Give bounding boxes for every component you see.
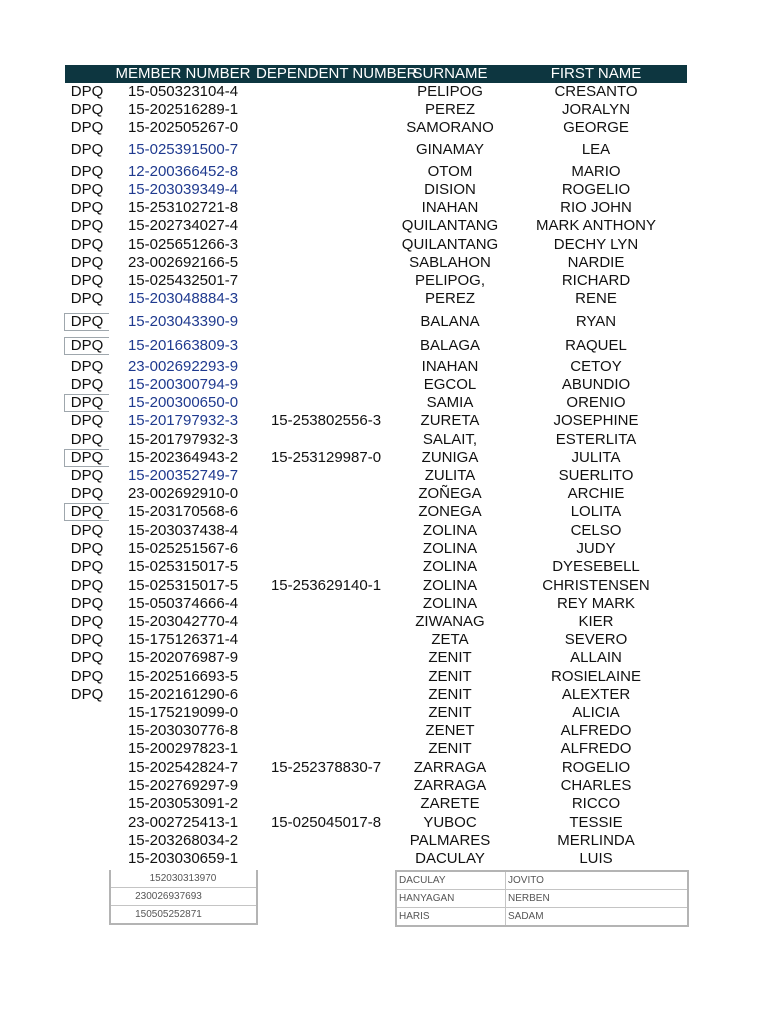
surname-cell[interactable]: ZOLINA: [422, 577, 478, 594]
dependent-number-cell[interactable]: 15-253629140-1: [270, 577, 382, 594]
surname-cell[interactable]: PELIPOG,: [414, 272, 486, 289]
member-number-cell[interactable]: 15-200352749-7: [127, 467, 239, 484]
dependent-number-cell[interactable]: [258, 686, 394, 704]
first-name-cell[interactable]: CHRISTENSEN: [542, 577, 650, 594]
surname-cell[interactable]: ZOLINA: [422, 522, 478, 539]
table-row: [0, 337, 768, 355]
dependent-number-cell[interactable]: 15-253802556-3: [270, 412, 382, 429]
footer-member-number[interactable]: 150505252871: [135, 909, 202, 920]
table-row: [0, 141, 768, 159]
prefix-cell[interactable]: DPQ: [70, 181, 104, 198]
member-number-cell[interactable]: 15-202542824-7: [127, 759, 239, 776]
grid-line: [505, 872, 506, 925]
member-number-cell[interactable]: 15-202364943-2: [127, 449, 239, 466]
footer-name-box: [395, 870, 689, 927]
dependent-number-cell[interactable]: [258, 595, 394, 613]
first-name-cell[interactable]: LEA: [581, 141, 611, 158]
table-row: [0, 558, 768, 576]
member-number-cell[interactable]: 15-202769297-9: [127, 777, 239, 794]
table-row: [0, 759, 768, 777]
member-number-cell[interactable]: 15-202734027-4: [127, 217, 239, 234]
table-row: [0, 668, 768, 686]
surname-cell[interactable]: ZENIT: [428, 704, 472, 721]
table-row: [0, 431, 768, 449]
table-row: [0, 595, 768, 613]
member-number-cell[interactable]: 15-203268034-2: [127, 832, 239, 849]
dependent-number-cell[interactable]: [258, 272, 394, 290]
surname-cell[interactable]: SALAIT,: [422, 431, 478, 448]
first-name-cell[interactable]: SUERLITO: [558, 467, 634, 484]
table-row: [0, 272, 768, 290]
first-name-cell[interactable]: KIER: [578, 613, 614, 630]
first-name-cell[interactable]: ARCHIE: [567, 485, 625, 502]
table-row: [0, 613, 768, 631]
table-row: [0, 119, 768, 137]
dependent-number-cell[interactable]: [258, 832, 394, 850]
table-row: [0, 217, 768, 235]
table-row: [0, 83, 768, 101]
dependent-number-cell[interactable]: [258, 313, 394, 331]
member-number-cell[interactable]: 15-202076987-9: [127, 649, 239, 666]
footer-surname[interactable]: HARIS: [399, 911, 430, 922]
prefix-cell[interactable]: DPQ: [70, 83, 104, 100]
prefix-cell[interactable]: DPQ: [70, 613, 104, 630]
first-name-cell[interactable]: RICHARD: [561, 272, 631, 289]
dependent-number-cell[interactable]: [258, 236, 394, 254]
table-row: [0, 577, 768, 595]
surname-cell[interactable]: ZOLINA: [422, 595, 478, 612]
first-name-cell[interactable]: RICCO: [571, 795, 621, 812]
dependent-number-cell[interactable]: 15-025045017-8: [270, 814, 382, 831]
footer-surname[interactable]: HANYAGAN: [399, 893, 455, 904]
header-member-number[interactable]: MEMBER NUMBER: [115, 65, 251, 82]
prefix-cell[interactable]: DPQ: [70, 686, 104, 703]
table-row: [0, 290, 768, 308]
surname-cell[interactable]: ZULITA: [424, 467, 476, 484]
prefix-cell[interactable]: DPQ: [70, 631, 104, 648]
member-number-cell[interactable]: 15-050323104-4: [127, 83, 239, 100]
dependent-number-cell[interactable]: [258, 337, 394, 355]
member-number-cell[interactable]: 15-025432501-7: [127, 272, 239, 289]
surname-cell[interactable]: ZENET: [425, 722, 475, 739]
member-number-cell[interactable]: 15-200300794-9: [127, 376, 239, 393]
member-number-cell[interactable]: 15-201797932-3: [127, 412, 239, 429]
member-number-cell[interactable]: 15-175126371-4: [127, 631, 239, 648]
first-name-cell[interactable]: CRESANTO: [554, 83, 638, 100]
surname-cell[interactable]: EGCOL: [423, 376, 477, 393]
header-first-name[interactable]: FIRST NAME: [550, 65, 642, 82]
table-row: [0, 740, 768, 758]
first-name-cell[interactable]: DYESEBELL: [552, 558, 640, 575]
member-number-cell[interactable]: 15-202516289-1: [127, 101, 239, 118]
first-name-cell[interactable]: LOLITA: [570, 503, 622, 520]
dependent-number-cell[interactable]: [258, 777, 394, 795]
surname-cell[interactable]: INAHAN: [421, 199, 479, 216]
table-row: [0, 163, 768, 181]
member-number-cell[interactable]: 15-175219099-0: [127, 704, 239, 721]
first-name-cell[interactable]: JOSEPHINE: [553, 412, 639, 429]
surname-cell[interactable]: ZOÑEGA: [418, 485, 482, 502]
member-number-cell[interactable]: 15-025315017-5: [127, 558, 239, 575]
prefix-cell[interactable]: DPQ: [70, 431, 104, 448]
prefix-cell[interactable]: DPQ: [64, 503, 109, 521]
table-row: [0, 795, 768, 813]
table-row: [0, 358, 768, 376]
surname-cell[interactable]: ZONEGA: [418, 503, 482, 520]
member-number-cell[interactable]: 15-025391500-7: [127, 141, 239, 158]
member-number-cell[interactable]: 15-203030659-1: [127, 850, 239, 867]
first-name-cell[interactable]: MERLINDA: [557, 832, 635, 849]
footer-surname[interactable]: DACULAY: [399, 875, 446, 886]
prefix-cell[interactable]: DPQ: [70, 558, 104, 575]
prefix-cell[interactable]: DPQ: [70, 101, 104, 118]
prefix-cell[interactable]: DPQ: [70, 141, 104, 158]
surname-cell[interactable]: GINAMAY: [415, 141, 485, 158]
surname-cell[interactable]: ZENIT: [428, 686, 472, 703]
table-row: [0, 704, 768, 722]
first-name-cell[interactable]: JULITA: [571, 449, 621, 466]
first-name-cell[interactable]: RAQUEL: [565, 337, 627, 354]
prefix-cell[interactable]: DPQ: [70, 358, 104, 375]
prefix-cell[interactable]: [65, 722, 109, 740]
surname-cell[interactable]: SAMORANO: [406, 119, 494, 136]
table-row: [0, 722, 768, 740]
surname-cell[interactable]: SAMIA: [426, 394, 474, 411]
prefix-cell[interactable]: DPQ: [70, 522, 104, 539]
prefix-cell[interactable]: DPQ: [70, 668, 104, 685]
header-dependent-number[interactable]: DEPENDENT NUMBER: [256, 65, 418, 82]
footer-first-name[interactable]: SADAM: [508, 911, 544, 922]
prefix-cell[interactable]: DPQ: [70, 595, 104, 612]
first-name-cell[interactable]: JUDY: [576, 540, 616, 557]
dependent-number-cell[interactable]: [258, 358, 394, 376]
table-row: [0, 540, 768, 558]
first-name-cell[interactable]: ALFREDO: [560, 740, 632, 757]
member-number-cell[interactable]: 12-200366452-8: [127, 163, 239, 180]
first-name-cell[interactable]: LUIS: [579, 850, 613, 867]
surname-cell[interactable]: ZENIT: [428, 740, 472, 757]
dependent-number-cell[interactable]: [258, 101, 394, 119]
surname-cell[interactable]: ZIWANAG: [415, 613, 485, 630]
dependent-number-cell[interactable]: [258, 485, 394, 503]
prefix-cell[interactable]: DPQ: [70, 199, 104, 216]
prefix-cell[interactable]: DPQ: [64, 337, 109, 355]
dependent-number-cell[interactable]: 15-253129987-0: [270, 449, 382, 466]
dependent-number-cell[interactable]: [258, 558, 394, 576]
prefix-cell[interactable]: DPQ: [70, 412, 104, 429]
first-name-cell[interactable]: ESTERLITA: [555, 431, 637, 448]
table-row: [0, 467, 768, 485]
dependent-number-cell[interactable]: [258, 119, 394, 137]
surname-cell[interactable]: ZARRAGA: [413, 777, 487, 794]
dependent-number-cell[interactable]: [258, 431, 394, 449]
dependent-number-cell[interactable]: [258, 522, 394, 540]
first-name-cell[interactable]: DECHY LYN: [553, 236, 639, 253]
table-row: [0, 376, 768, 394]
first-name-cell[interactable]: MARIO: [571, 163, 621, 180]
member-number-cell[interactable]: 15-203037438-4: [127, 522, 239, 539]
prefix-cell[interactable]: DPQ: [64, 449, 109, 467]
member-number-cell[interactable]: 15-201797932-3: [127, 431, 239, 448]
first-name-cell[interactable]: TESSIE: [569, 814, 623, 831]
dependent-number-cell[interactable]: [258, 217, 394, 235]
table-row: [0, 777, 768, 795]
dependent-number-cell[interactable]: [258, 649, 394, 667]
prefix-cell[interactable]: DPQ: [70, 577, 104, 594]
dependent-number-cell[interactable]: [258, 181, 394, 199]
first-name-cell[interactable]: CHARLES: [560, 777, 632, 794]
member-number-cell[interactable]: 15-203053091-2: [127, 795, 239, 812]
prefix-cell[interactable]: DPQ: [70, 272, 104, 289]
dependent-number-cell[interactable]: [258, 376, 394, 394]
prefix-cell[interactable]: DPQ: [64, 313, 109, 331]
prefix-cell[interactable]: DPQ: [64, 394, 109, 412]
surname-cell[interactable]: ZARETE: [420, 795, 480, 812]
prefix-cell[interactable]: DPQ: [70, 290, 104, 307]
dependent-number-cell[interactable]: [258, 290, 394, 308]
member-number-cell[interactable]: 15-050374666-4: [127, 595, 239, 612]
surname-cell[interactable]: YUBOC: [423, 814, 477, 831]
footer-first-name[interactable]: NERBEN: [508, 893, 550, 904]
first-name-cell[interactable]: SEVERO: [564, 631, 628, 648]
prefix-cell[interactable]: DPQ: [70, 119, 104, 136]
dependent-number-cell[interactable]: [258, 668, 394, 686]
table-row: [0, 254, 768, 272]
first-name-cell[interactable]: RENE: [575, 290, 617, 307]
member-number-cell[interactable]: 15-202516693-5: [127, 668, 239, 685]
prefix-cell[interactable]: DPQ: [70, 163, 104, 180]
member-number-cell[interactable]: 15-203043390-9: [127, 313, 239, 330]
prefix-cell[interactable]: DPQ: [70, 236, 104, 253]
first-name-cell[interactable]: ABUNDIO: [561, 376, 631, 393]
surname-cell[interactable]: ZENIT: [428, 668, 472, 685]
dependent-number-cell[interactable]: [258, 141, 394, 159]
member-number-cell[interactable]: 15-025651266-3: [127, 236, 239, 253]
surname-cell[interactable]: PELIPOG: [417, 83, 483, 100]
surname-cell[interactable]: PEREZ: [424, 290, 475, 307]
table-row: [0, 236, 768, 254]
dependent-number-cell[interactable]: 15-252378830-7: [270, 759, 382, 776]
surname-cell[interactable]: INAHAN: [421, 358, 479, 375]
first-name-cell[interactable]: ALEXTER: [561, 686, 631, 703]
first-name-cell[interactable]: ROSIELAINE: [550, 668, 642, 685]
table-row: [0, 649, 768, 667]
table-row: [0, 412, 768, 430]
first-name-cell[interactable]: JORALYN: [561, 101, 631, 118]
prefix-cell[interactable]: [65, 795, 109, 813]
prefix-cell[interactable]: DPQ: [70, 376, 104, 393]
prefix-cell[interactable]: DPQ: [70, 217, 104, 234]
member-number-cell[interactable]: 23-002692293-9: [127, 358, 239, 375]
surname-cell[interactable]: QUILANTANG: [401, 217, 499, 234]
table-row: [0, 449, 768, 467]
footer-member-number[interactable]: 152030313970: [149, 873, 217, 884]
surname-cell[interactable]: ZARRAGA: [413, 759, 487, 776]
member-number-cell[interactable]: 15-202505267-0: [127, 119, 239, 136]
member-number-cell[interactable]: 23-002692166-5: [127, 254, 239, 271]
surname-cell[interactable]: DISION: [424, 181, 476, 198]
surname-cell[interactable]: OTOM: [427, 163, 473, 180]
first-name-cell[interactable]: CELSO: [570, 522, 622, 539]
surname-cell[interactable]: BALANA: [420, 313, 480, 330]
first-name-cell[interactable]: ALLAIN: [570, 649, 622, 666]
first-name-cell[interactable]: ALFREDO: [560, 722, 632, 739]
surname-cell[interactable]: QUILANTANG: [401, 236, 499, 253]
dependent-number-cell[interactable]: [258, 722, 394, 740]
surname-cell[interactable]: SABLAHON: [409, 254, 491, 271]
table-row: [0, 313, 768, 331]
surname-cell[interactable]: ZENIT: [428, 649, 472, 666]
dependent-number-cell[interactable]: [258, 540, 394, 558]
table-row: [0, 181, 768, 199]
footer-member-number[interactable]: 230026937693: [135, 891, 202, 902]
dependent-number-cell[interactable]: [258, 740, 394, 758]
table-row: [0, 850, 768, 868]
table-row: [0, 522, 768, 540]
dependent-number-cell[interactable]: [258, 631, 394, 649]
dependent-number-cell[interactable]: [258, 394, 394, 412]
first-name-cell[interactable]: NARDIE: [567, 254, 625, 271]
dependent-number-cell[interactable]: [258, 850, 394, 868]
dependent-number-cell[interactable]: [258, 467, 394, 485]
table-row: [0, 199, 768, 217]
member-number-cell[interactable]: 15-203030776-8: [127, 722, 239, 739]
surname-cell[interactable]: PALMARES: [409, 832, 491, 849]
table-row: [0, 485, 768, 503]
first-name-cell[interactable]: CETOY: [570, 358, 622, 375]
member-number-cell[interactable]: 15-203170568-6: [127, 503, 239, 520]
dependent-number-cell[interactable]: [258, 254, 394, 272]
member-number-cell[interactable]: 23-002692910-0: [127, 485, 239, 502]
prefix-cell[interactable]: DPQ: [70, 254, 104, 271]
prefix-cell[interactable]: [65, 740, 109, 758]
member-number-cell[interactable]: 15-200297823-1: [127, 740, 239, 757]
surname-cell[interactable]: ZOLINA: [422, 558, 478, 575]
dependent-number-cell[interactable]: [258, 503, 394, 521]
first-name-cell[interactable]: ROGELIO: [561, 181, 631, 198]
surname-cell[interactable]: ZURETA: [420, 412, 480, 429]
table-row: [0, 394, 768, 412]
member-number-cell[interactable]: 15-025315017-5: [127, 577, 239, 594]
first-name-cell[interactable]: RYAN: [575, 313, 617, 330]
member-number-cell[interactable]: 15-201663809-3: [127, 337, 239, 354]
first-name-cell[interactable]: ORENIO: [566, 394, 626, 411]
prefix-cell[interactable]: DPQ: [70, 540, 104, 557]
member-number-cell[interactable]: 15-203039349-4: [127, 181, 239, 198]
prefix-cell[interactable]: DPQ: [70, 485, 104, 502]
dependent-number-cell[interactable]: [258, 83, 394, 101]
prefix-cell[interactable]: [65, 777, 109, 795]
dependent-number-cell[interactable]: [258, 163, 394, 181]
prefix-cell[interactable]: DPQ: [70, 649, 104, 666]
first-name-cell[interactable]: ROGELIO: [561, 759, 631, 776]
member-number-cell[interactable]: 15-200300650-0: [127, 394, 239, 411]
table-row: [0, 814, 768, 832]
first-name-cell[interactable]: RIO JOHN: [560, 199, 632, 216]
member-number-cell[interactable]: 15-253102721-8: [127, 199, 239, 216]
first-name-cell[interactable]: MARK ANTHONY: [535, 217, 656, 234]
header-surname[interactable]: SURNAME: [412, 65, 488, 82]
surname-cell[interactable]: ZETA: [431, 631, 469, 648]
first-name-cell[interactable]: GEORGE: [563, 119, 629, 136]
table-row: [0, 503, 768, 521]
member-number-cell[interactable]: 23-002725413-1: [127, 814, 239, 831]
member-number-cell[interactable]: 15-202161290-6: [127, 686, 239, 703]
member-number-cell[interactable]: 15-025251567-6: [127, 540, 239, 557]
prefix-cell[interactable]: DPQ: [70, 467, 104, 484]
dependent-number-cell[interactable]: [258, 613, 394, 631]
prefix-cell[interactable]: [65, 759, 109, 777]
prefix-cell[interactable]: [65, 704, 109, 722]
table-row: [0, 631, 768, 649]
table-row: [0, 832, 768, 850]
first-name-cell[interactable]: REY MARK: [556, 595, 636, 612]
table-row: [0, 686, 768, 704]
footer-first-name[interactable]: JOVITO: [508, 875, 544, 886]
prefix-cell[interactable]: [65, 814, 109, 832]
table-row: [0, 101, 768, 119]
surname-cell[interactable]: ZOLINA: [422, 540, 478, 557]
dependent-number-cell[interactable]: [258, 795, 394, 813]
first-name-cell[interactable]: ALICIA: [572, 704, 620, 721]
prefix-cell[interactable]: [65, 850, 109, 868]
dependent-number-cell[interactable]: [258, 704, 394, 722]
surname-cell[interactable]: BALAGA: [419, 337, 481, 354]
member-number-cell[interactable]: 15-203042770-4: [127, 613, 239, 630]
footer-member-box: [109, 870, 258, 925]
dependent-number-cell[interactable]: [258, 199, 394, 217]
surname-cell[interactable]: ZUNIGA: [421, 449, 479, 466]
surname-cell[interactable]: DACULAY: [415, 850, 485, 867]
member-number-cell[interactable]: 15-203048884-3: [127, 290, 239, 307]
surname-cell[interactable]: PEREZ: [424, 101, 475, 118]
prefix-cell[interactable]: [65, 832, 109, 850]
